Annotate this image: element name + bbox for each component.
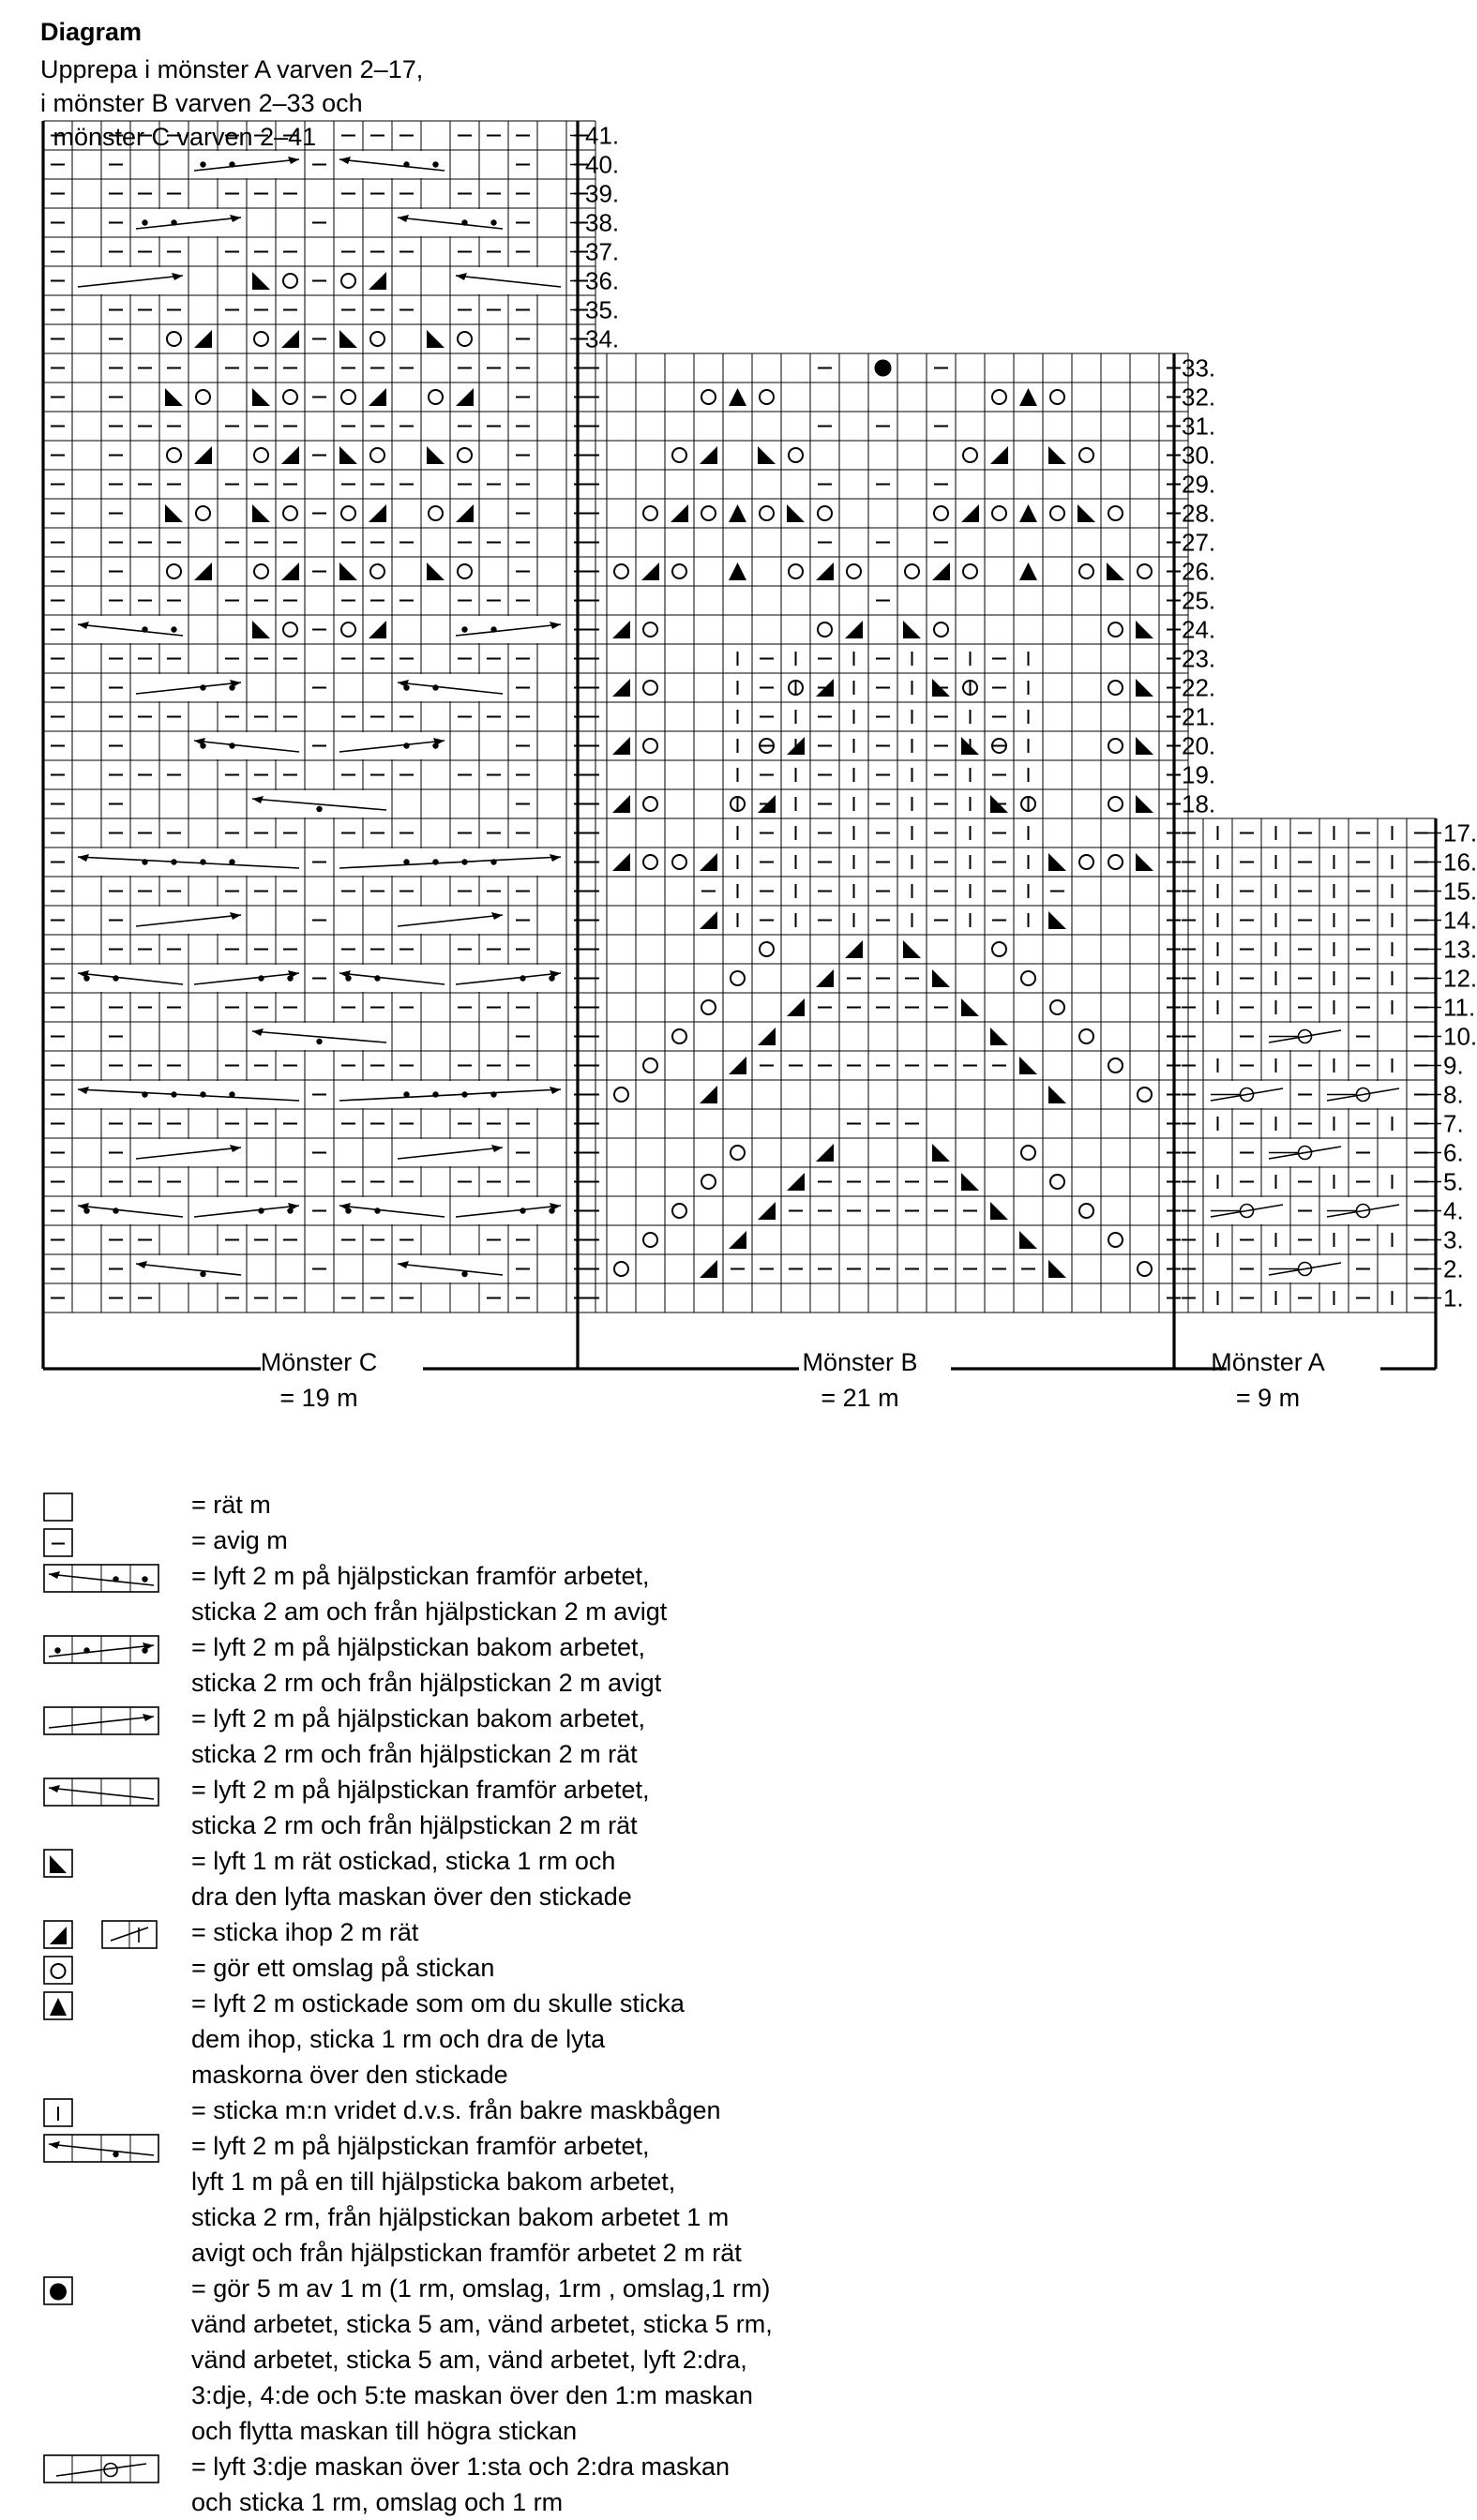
row-label: 1. [1443,1283,1464,1312]
yarn-over-mark [789,564,803,578]
yarn-over-mark [1021,1146,1035,1160]
k2tog-mark [456,388,474,406]
row-label: 2. [1443,1254,1464,1283]
passover-mark [1320,1081,1406,1108]
yarn-over-mark [1108,681,1123,695]
cable-mark [73,1197,188,1224]
ssk-mark [1019,1231,1037,1249]
row-label: 31. [1182,412,1216,441]
diagram-title: Diagram [40,18,143,46]
yarn-over-mark [167,448,181,462]
row-label: 11. [1443,993,1476,1022]
k2tog-mark [758,1028,776,1045]
row-label: 39. [585,179,620,208]
k2tog-mark [700,446,717,464]
ssk-mark [1048,911,1066,929]
yarn-over-mark [370,332,384,346]
ssk-mark [1048,1086,1066,1103]
row-label: 20. [1182,731,1216,760]
ssk-mark [427,330,445,348]
yarn-over-mark [905,564,919,578]
yarn-over-mark [254,448,268,462]
yarn-over-mark [760,390,774,404]
k2tog-mark [612,853,630,871]
yarn-over-mark [731,971,745,985]
cable-mark [131,907,246,934]
legend-text-line: sticka 2 rm och från hjälpstickan 2 m rät [191,1740,638,1768]
cable-mark [131,1139,246,1166]
k2tog-mark [700,1260,717,1278]
row-label: 29. [1182,470,1216,499]
legend-text-line: = lyft 2 m på hjälpstickan bakom arbetet, [191,1633,645,1661]
legend-text-line: dem ihop, sticka 1 rm och dra de lyta [191,2025,606,2053]
yarn-over-mark [341,506,355,520]
k2tog-mark [612,795,630,813]
k2tog-alt-icon [101,1918,161,1952]
yarn-over-mark [934,506,948,520]
yarn-over-mark [429,390,443,404]
yarn-over-mark [672,855,686,869]
legend-text-line: = gör ett omslag på stickan [191,1954,495,1982]
yarn-over-mark [643,1233,657,1247]
passover-mark [1262,1255,1348,1282]
ssk-mark [427,446,445,464]
k2tog-mark [194,446,212,464]
k2tog-mark [816,1144,834,1162]
cable-mark [335,1197,449,1224]
ssk-mark [339,330,357,348]
cable-mark [393,674,507,701]
k2tog-mark [787,998,805,1016]
yarn-over-mark [760,506,774,520]
ssk-mark [961,1173,979,1191]
cable-mark [131,209,246,236]
cable-mark [131,674,246,701]
yarn-over-mark [847,564,861,578]
ssk-mark [1048,853,1066,871]
ssk-mark [339,446,357,464]
row-label: 14. [1443,906,1477,935]
yo-icon [43,1954,81,1988]
yarn-over-mark [643,739,657,753]
ssk-mark [990,1202,1008,1220]
legend-text-line: sticka 2 am och från hjälpstickan 2 m avigt [191,1598,668,1626]
cdd-mark [1019,562,1037,580]
k2tog-mark [816,562,834,580]
yarn-over-mark [818,622,832,637]
k2tog-mark [700,911,717,929]
cable-mark [393,209,507,236]
cable-mark [73,848,304,876]
k2tog-mark [612,679,630,697]
row-label: 10. [1443,1022,1477,1051]
row-label: 5. [1443,1167,1464,1196]
yarn-over-mark [196,506,210,520]
ssk-mark [165,388,183,406]
legend-text-line: = lyft 2 m på hjälpstickan framför arbetet, [191,1776,650,1804]
yarn-over-mark [614,1088,628,1102]
cable-mark [393,1139,507,1166]
yarn-over-mark [614,564,628,578]
ssk-mark [252,272,270,290]
yarn-over-mark [458,448,472,462]
yarn-over-mark [1079,564,1093,578]
cdd-mark [729,562,746,580]
k2tog-mark [758,1202,776,1220]
cdd-icon [43,1989,81,2023]
cdd-mark [729,388,746,406]
row-label: 23. [1182,644,1216,673]
legend-text-line: = gör 5 m av 1 m (1 rm, omslag, 1rm , omslag,1 rm) [191,2274,771,2302]
yarn-over-mark [614,1262,628,1276]
ssk-mark [1048,1260,1066,1278]
cable-mark [335,151,449,178]
cable-mark [131,1255,246,1282]
legend-text-line: sticka 2 rm och från hjälpstickan 2 m rät [191,1811,638,1839]
yarn-over-mark [643,797,657,811]
legend-text-line: = avig m [191,1526,288,1554]
ssk-mark [339,562,357,580]
yarn-over-mark [672,1204,686,1218]
k2tog-mark [787,1173,805,1191]
row-label: 15. [1443,877,1477,906]
ssk-icon [43,1847,81,1881]
pattern-b-label: Mönster B [802,1348,918,1376]
k2tog-mark [990,446,1008,464]
cable-mark [189,1197,304,1224]
row-label: 40. [585,150,620,179]
row-label: 13. [1443,935,1477,964]
yarn-over-mark [1108,855,1123,869]
legend-text-line: dra den lyfta maskan över den stickade [191,1882,632,1911]
ssk-mark [1048,446,1066,464]
yarn-over-mark [672,564,686,578]
yarn-over-mark [643,1058,657,1072]
yarn-over-mark [254,564,268,578]
cable-mark [393,1255,507,1282]
k2tog-mark [456,504,474,522]
row-label: 16. [1443,848,1477,877]
ssk-mark [1136,737,1153,755]
k2tog-mark [369,388,386,406]
k2tog-mark [369,504,386,522]
yarn-over-mark [167,332,181,346]
ssk-mark [903,940,921,958]
yarn-over-mark [963,564,977,578]
k2tog-mark [932,562,950,580]
cable-mark [335,1081,565,1108]
yarn-over-mark [458,564,472,578]
bobble-icon [43,2274,81,2308]
cable-mark [248,790,391,818]
k2tog-mark [612,737,630,755]
ssk-mark [758,446,776,464]
cable-mark [73,1081,304,1108]
yarn-over-mark [992,390,1006,404]
cable-mark [451,616,565,643]
yarn-over-mark [760,942,774,956]
legend-text-line: lyft 1 m på en till hjälpsticka bakom arbetet, [191,2168,676,2196]
row-label: 38. [585,208,620,237]
yarn-over-mark [1050,1000,1064,1014]
row-label: 22. [1182,673,1216,702]
ssk-mark [252,388,270,406]
yarn-over-mark [1050,1175,1064,1189]
k2tog-mark [281,562,299,580]
row-label: 18. [1182,789,1216,818]
yarn-over-mark [701,1000,716,1014]
ssk-mark [787,504,805,522]
cable-left-icon [43,1776,165,1809]
ktbl-icon [43,2096,81,2130]
row-label: 3. [1443,1225,1464,1254]
yarn-over-mark [283,622,297,637]
yarn-over-mark [731,1146,745,1160]
k2tog-mark [816,969,834,987]
k2tog-mark [729,1231,746,1249]
yarn-over-mark [934,622,948,637]
pattern-a-label: Mönster A [1211,1348,1325,1376]
k2tog-mark [845,621,863,638]
row-label: 37. [585,237,620,266]
row-label: 19. [1182,760,1216,789]
cable-mark [73,267,188,294]
row-label: 25. [1182,586,1216,615]
cable-right-icon [43,1704,165,1738]
k2tog-mark [961,504,979,522]
k2tog-mark [729,1057,746,1074]
ssk-mark [903,621,921,638]
cable-mark [189,732,304,759]
passover-mark [1262,1139,1348,1166]
pattern-c-label: Mönster C [260,1348,378,1376]
legend-text-line: = lyft 2 m på hjälpstickan framför arbetet, [191,1562,650,1590]
yarn-over-mark [283,274,297,288]
legend-text-line: = sticka m:n vridet d.v.s. från bakre maskbågen [191,2096,721,2124]
ssk-mark [1136,795,1153,813]
legend-text-line: sticka 2 rm, från hjälpstickan bakom arbetet 1 m [191,2203,730,2231]
ssk-mark [990,1028,1008,1045]
row-label: 12. [1443,964,1477,993]
yarn-over-mark [1108,739,1123,753]
yarn-over-mark [1050,390,1064,404]
ssk-mark [1107,562,1124,580]
bobble-mark [875,360,892,377]
row-label: 41. [585,121,620,150]
legend-text-line: vänd arbetet, sticka 5 am, vänd arbetet, lyft 2:dra, [191,2346,747,2374]
legend-text-line: = lyft 1 m rät ostickad, sticka 1 rm och [191,1847,616,1875]
row-label: 26. [1182,557,1216,586]
yarn-over-mark [1138,1262,1152,1276]
cable-mark [189,151,304,178]
pattern-a-stitches: = 9 m [1235,1384,1301,1412]
yarn-over-mark [1108,797,1123,811]
legend-text-line: och flytta maskan till högra stickan [191,2417,578,2445]
passover-mark [1204,1197,1289,1224]
k2tog-mark [369,272,386,290]
ssk-mark [427,562,445,580]
cable-mark [189,965,304,992]
cable-mark [73,616,188,643]
yarn-over-mark [283,506,297,520]
cable-left-dots-icon [43,1562,165,1596]
yarn-over-mark [643,506,657,520]
pattern-c-stitches: = 19 m [279,1384,358,1412]
cdd-mark [729,504,746,522]
yarn-over-mark [1021,971,1035,985]
ssk-mark [1136,679,1153,697]
yarn-over-mark [701,506,716,520]
cable-mark [393,907,507,934]
k2tog-mark [845,940,863,958]
k2tog-mark [700,853,717,871]
cable-mark [451,267,565,294]
cable-mark [335,732,449,759]
ssk-mark [1078,504,1095,522]
yarn-over-mark [643,855,657,869]
yarn-over-mark [1108,1233,1123,1247]
k2tog-mark [671,504,688,522]
yarn-over-mark [992,942,1006,956]
k2tog-mark [281,330,299,348]
legend-text-line: avigt och från hjälpstickan framför arbetet 2 m rät [191,2239,742,2267]
yarn-over-mark [1138,564,1152,578]
k2tog-mark [194,562,212,580]
yarn-over-mark [167,564,181,578]
legend-text-line: 3:dje, 4:de och 5:te maskan över den 1:m maskan [191,2381,753,2409]
row-label: 27. [1182,528,1216,557]
yarn-over-mark [1079,855,1093,869]
row-label: 7. [1443,1109,1464,1138]
yarn-over-mark [458,332,472,346]
yarn-over-mark [672,448,686,462]
pattern-b-stitches: = 21 m [821,1384,899,1412]
repeat-note-line-1: Upprepa i mönster A varven 2–17, [40,55,424,83]
yarn-over-mark [196,390,210,404]
cable-mark [335,848,565,876]
passover-mark [1262,1023,1348,1050]
row-label: 33. [1182,353,1216,382]
yarn-over-mark [992,506,1006,520]
legend-text-line: maskorna över den stickade [191,2061,508,2089]
cable-complex-icon [43,2132,165,2166]
cdd-mark [1019,504,1037,522]
yarn-over-mark [701,1175,716,1189]
ssk-mark [165,504,183,522]
knit-icon [43,1491,81,1524]
row-label: 4. [1443,1196,1464,1225]
legend-text-line: och sticka 1 rm, omslag och 1 rm [191,2488,564,2516]
legend-text-line: = lyft 3:dje maskan över 1:sta och 2:dra maskan [191,2452,731,2481]
passover-icon [43,2452,165,2486]
yarn-over-mark [1079,1029,1093,1043]
row-label: 30. [1182,441,1216,470]
legend-text-line: sticka 2 rm och från hjälpstickan 2 m avigt [191,1669,662,1697]
yarn-over-mark [341,390,355,404]
row-label: 8. [1443,1080,1464,1109]
k2tog-mark [194,330,212,348]
row-label: 6. [1443,1138,1464,1167]
yarn-over-mark [1050,506,1064,520]
k2tog-mark [700,1086,717,1103]
ssk-mark [1136,621,1153,638]
row-label: 34. [585,324,620,353]
ssk-mark [961,998,979,1016]
legend-text-line: vänd arbetet, sticka 5 am, vänd arbetet, sticka 5 rm, [191,2310,773,2338]
yarn-over-mark [370,448,384,462]
row-label: 17. [1443,818,1477,848]
repeat-note-line-3: i mönster C varven 2–41 [40,123,317,151]
yarn-over-mark [1108,506,1123,520]
yarn-over-mark [1079,1204,1093,1218]
yarn-over-mark [1108,622,1123,637]
passover-mark [1204,1081,1289,1108]
row-label: 21. [1182,702,1216,731]
yarn-over-mark [370,564,384,578]
purl-icon [43,1526,81,1560]
row-label: 32. [1182,382,1216,412]
passover-mark [1320,1197,1406,1224]
row-label: 36. [585,266,620,295]
row-label: 24. [1182,615,1216,644]
yarn-over-mark [254,332,268,346]
cable-mark [248,1023,391,1050]
yarn-over-mark [701,390,716,404]
yarn-over-mark [1079,448,1093,462]
row-label: 9. [1443,1051,1464,1080]
legend-text-line: = lyft 2 m ostickade som om du skulle sticka [191,1989,685,2018]
ssk-mark [252,621,270,638]
repeat-note-line-2: i mönster B varven 2–33 och [40,89,363,117]
row-label: 35. [585,295,620,324]
k2tog-mark [281,446,299,464]
yarn-over-mark [789,448,803,462]
cable-mark [451,1197,565,1224]
ssk-mark [932,1144,950,1162]
cable-mark [73,965,188,992]
yarn-over-mark [963,448,977,462]
ssk-mark [1019,1057,1037,1074]
yarn-over-mark [643,681,657,695]
cdd-mark [1019,388,1037,406]
yarn-over-mark [429,506,443,520]
row-label: 28. [1182,499,1216,528]
legend-text-line: = lyft 2 m på hjälpstickan bakom arbetet, [191,1704,645,1732]
yarn-over-mark [1108,1058,1123,1072]
yarn-over-mark [283,390,297,404]
k2tog-icon [43,1918,81,1952]
legend-text-line: = lyft 2 m på hjälpstickan framför arbetet, [191,2132,650,2160]
k2tog-mark [612,621,630,638]
yarn-over-mark [341,274,355,288]
yarn-over-mark [672,1029,686,1043]
k2tog-mark [641,562,659,580]
ssk-mark [252,504,270,522]
ssk-mark [1136,853,1153,871]
yarn-over-mark [643,622,657,637]
cable-mark [335,965,449,992]
legend-text-line: = rät m [191,1491,271,1519]
yarn-over-mark [1138,1088,1152,1102]
legend-text-line: = sticka ihop 2 m rät [191,1918,419,1946]
cable-mark [451,965,565,992]
cable-right-dots-icon [43,1633,165,1667]
yarn-over-mark [818,506,832,520]
k2tog-mark [369,621,386,638]
yarn-over-mark [341,622,355,637]
ssk-mark [932,969,950,987]
